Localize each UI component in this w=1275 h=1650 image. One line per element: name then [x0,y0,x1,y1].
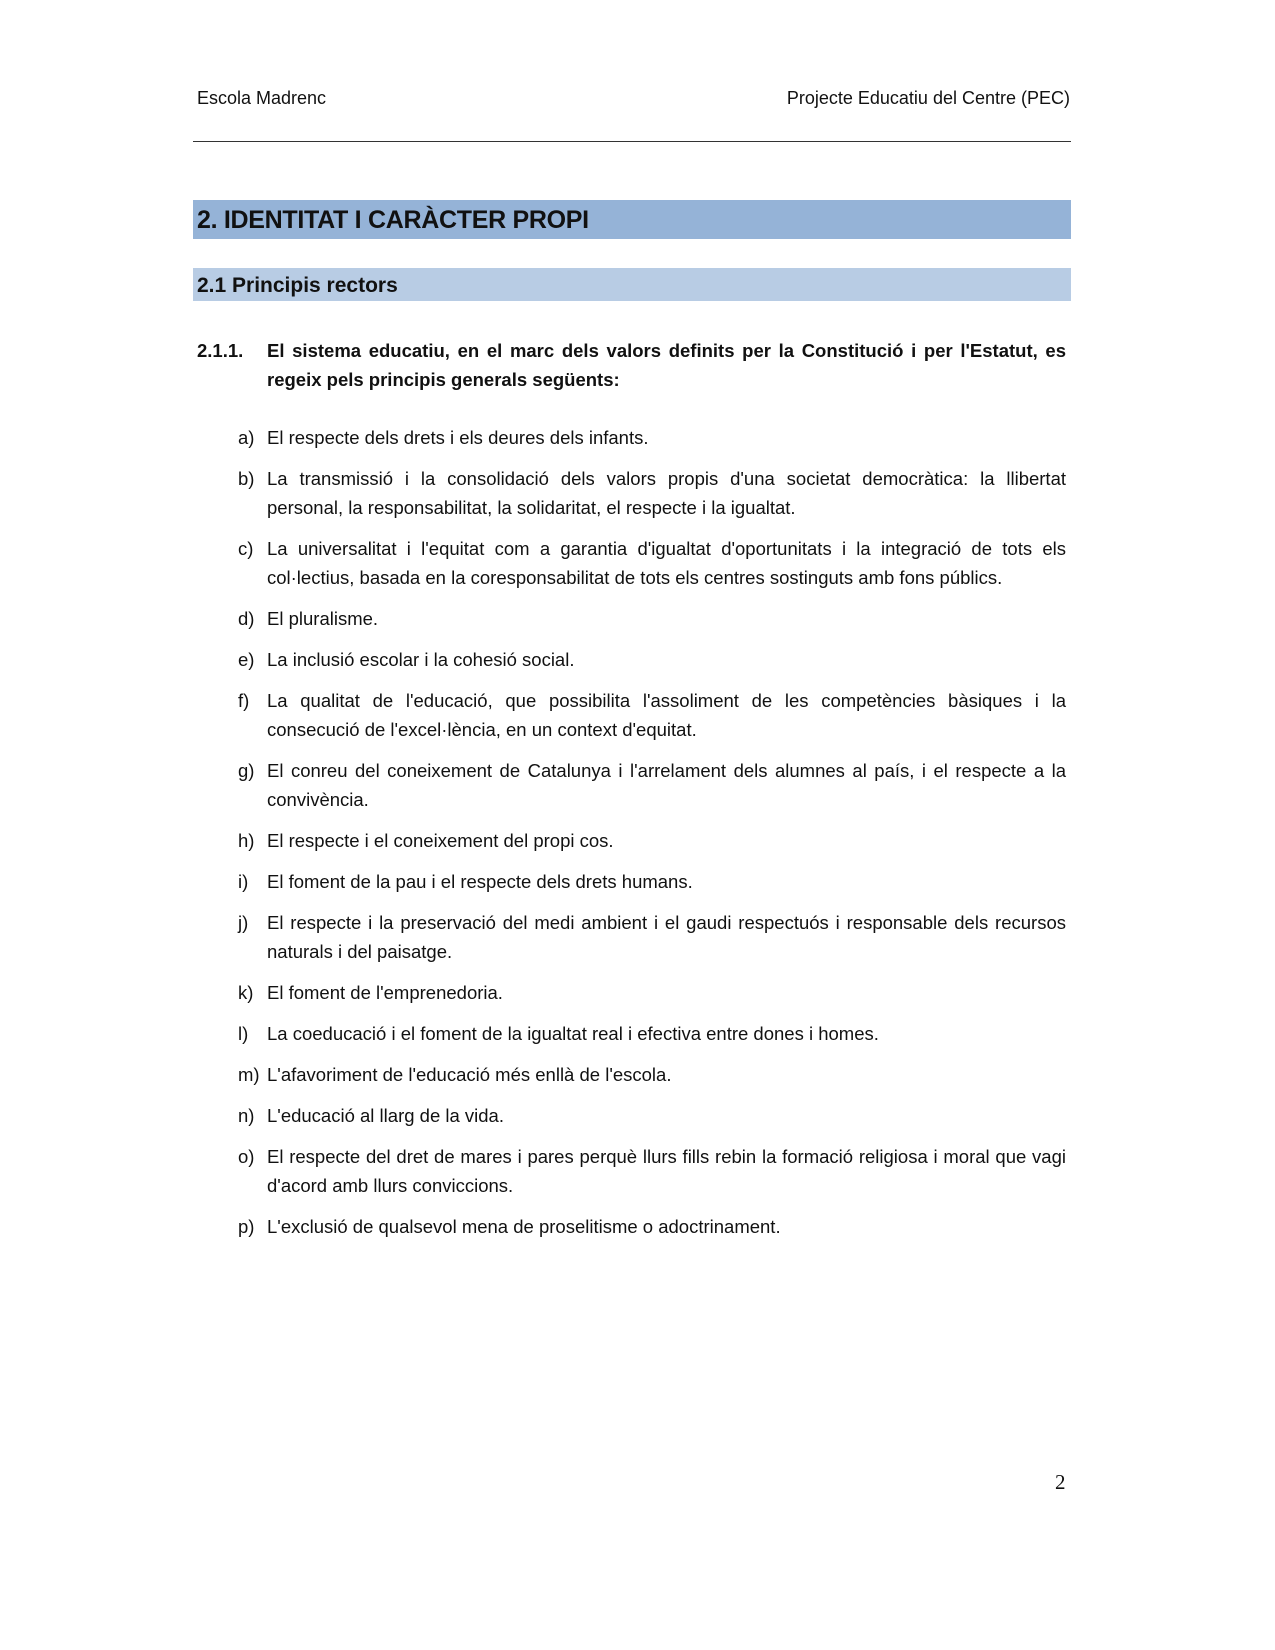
header-document-title: Projecte Educatiu del Centre (PEC) [786,88,1070,108]
list-item-label: p) [238,1216,255,1237]
list-item [238,686,1066,744]
list-item-text: La transmissió i la consolidació dels valors propis d'una societat democràtica: la llibertat personal, la responsabilitat, la solidaritat, el respecte i la igualtat. [267,468,1066,518]
list-item [238,756,1066,814]
page-number: 2 [1055,1470,1066,1494]
list-item [238,645,1066,674]
list-item-text: El respecte dels drets i els deures dels infants. [267,427,649,448]
intro-number: 2.1.1. [197,340,244,361]
list-item [238,826,1066,855]
list-item [238,534,1066,592]
section-heading: 2. IDENTITAT I CARÀCTER PROPI [193,200,1071,239]
list-item-text: La coeducació i el foment de la igualtat real i efectiva entre dones i homes. [267,1023,879,1044]
list-item-label: h) [238,830,255,851]
principles-list [238,423,1066,1253]
list-item-text: La qualitat de l'educació, que possibilita l'assoliment de les competències bàsiques i la consecució de l'excel·lència, en un context d'equitat. [267,690,1066,740]
list-item-label: j) [238,912,249,933]
list-item [238,1101,1066,1130]
list-item-text: El conreu del coneixement de Catalunya i l'arrelament dels alumnes al país, i el respecte a la convivència. [267,760,1066,810]
list-item-label: k) [238,982,254,1003]
list-item-label: i) [238,871,249,892]
list-item-text: El respecte i el coneixement del propi cos. [267,830,614,851]
list-item [238,908,1066,966]
list-item-label: o) [238,1146,255,1167]
list-item-label: b) [238,468,255,489]
list-item-label: e) [238,649,255,670]
list-item-label: n) [238,1105,255,1126]
list-item-text: El respecte i la preservació del medi ambient i el gaudi respectuós i responsable dels recursos naturals i del paisatge. [267,912,1066,962]
header-school-name: Escola Madrenc [197,88,327,108]
list-item-text: El pluralisme. [267,608,379,629]
list-item [238,1019,1066,1048]
list-item-label: m) [238,1064,260,1085]
list-item-label: d) [238,608,255,629]
list-item-label: l) [238,1023,249,1044]
list-item-label: g) [238,760,255,781]
list-item-text: El foment de l'emprenedoria. [267,982,503,1003]
intro-paragraph [197,336,1066,394]
list-item [238,867,1066,896]
list-item-label: f) [238,690,250,711]
list-item [238,464,1066,522]
list-item [238,1060,1066,1089]
list-item [238,604,1066,633]
subsection-heading: 2.1 Principis rectors [193,268,1071,301]
list-item [238,978,1066,1007]
intro-text: El sistema educatiu, en el marc dels valors definits per la Constitució i per l'Estatut, es regeix pels principis generals següents: [267,340,1066,390]
list-item-text: La inclusió escolar i la cohesió social. [267,649,575,670]
list-item [238,1142,1066,1200]
list-item [238,423,1066,452]
list-item-label: a) [238,427,255,448]
list-item-text: L'afavoriment de l'educació més enllà de l'escola. [267,1064,672,1085]
list-item-label: c) [238,538,254,559]
list-item-text: L'exclusió de qualsevol mena de proselitisme o adoctrinament. [267,1216,781,1237]
header-divider [193,141,1071,142]
list-item-text: El respecte del dret de mares i pares perquè llurs fills rebin la formació religiosa i moral que vagi d'acord amb llurs conviccions. [267,1146,1066,1196]
list-item [238,1212,1066,1241]
list-item-text: L'educació al llarg de la vida. [267,1105,504,1126]
list-item-text: El foment de la pau i el respecte dels drets humans. [267,871,693,892]
list-item-text: La universalitat i l'equitat com a garantia d'igualtat d'oportunitats i la integració de tots els col·lectius, basada en la coresponsabilitat de tots els centres sostinguts amb fons públics. [267,538,1066,588]
